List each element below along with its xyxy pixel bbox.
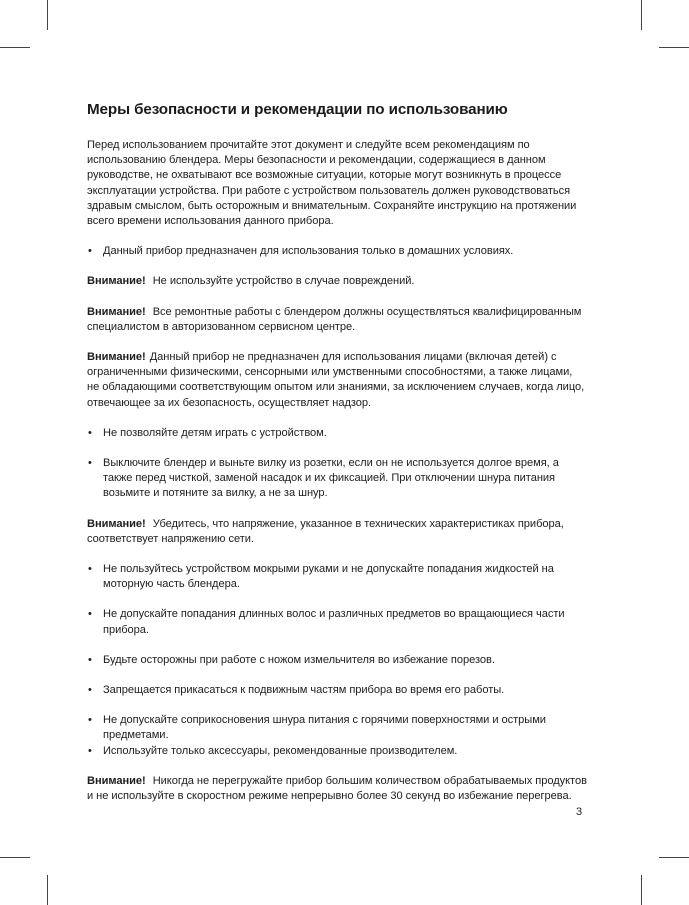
bullet-icon: • — [88, 744, 92, 757]
list-item-text: Данный прибор предназначен для использования только в домашних условиях. — [103, 245, 514, 258]
bullet-icon: • — [88, 563, 92, 576]
bullet-icon: • — [88, 714, 92, 727]
bullet-icon: • — [88, 608, 92, 621]
page-title: Меры безопасности и рекомендации по использованию — [87, 101, 508, 118]
warning-label: Внимание! — [87, 774, 146, 787]
warning-text: Не используйте устройство в случае повреждений. — [152, 275, 415, 288]
crop-mark — [641, 875, 642, 905]
list-item-text: Не допускайте соприкосновения шнура питания с горячими поверхностями и острыми предметами. — [103, 714, 546, 742]
list-item — [87, 607, 587, 637]
crop-mark — [659, 47, 689, 48]
bullet-icon: • — [88, 684, 92, 697]
warning-label: Внимание! — [87, 305, 146, 318]
warning-paragraph — [87, 274, 587, 289]
crop-mark — [641, 0, 642, 30]
list-item-text: Не позволяйте детям играть с устройством. — [103, 426, 327, 439]
list-item-text: Не допускайте попадания длинных волос и различных предметов во вращающиеся части прибора. — [103, 608, 565, 636]
crop-mark — [47, 875, 48, 905]
crop-mark — [659, 857, 689, 858]
warning-paragraph — [87, 305, 587, 335]
crop-mark — [47, 0, 48, 30]
page-number: 3 — [576, 806, 583, 818]
warning-label: Внимание! — [87, 517, 146, 530]
list-item-text: Будьте осторожны при работе с ножом измельчителя во избежание порезов. — [103, 653, 495, 666]
list-item — [87, 744, 587, 759]
list-item-text: Выключите блендер и выньте вилку из розетки, если он не используется долгое время, а также перед чисткой, заменой насадок и их фиксацией. При отключении шнура питания возьмите и потяните за вилку, а не за шнур. — [103, 457, 559, 500]
warning-label: Внимание! — [87, 351, 146, 364]
list-item — [87, 683, 587, 698]
bullet-icon: • — [88, 426, 92, 439]
list-item — [87, 653, 587, 668]
crop-mark — [0, 857, 30, 858]
warning-text: Все ремонтные работы с блендером должны осуществляться квалифицированным специалистом в авторизованном сервисном центре. — [87, 305, 582, 333]
crop-mark — [0, 47, 30, 48]
warning-label: Внимание! — [87, 275, 146, 288]
warning-text: Никогда не перегружайте прибор большим количеством обрабатываемых продуктов и не используйте в скоростном режиме непрерывно более 30 секунд во избежание перегрева. — [87, 774, 587, 803]
warning-text: Убедитесь, что напряжение, указанное в технических характеристиках прибора, соответствует напряжению сети. — [87, 517, 564, 545]
warning-text: Данный прибор не предназначен для использования лицами (включая детей) с ограниченными физическими, сенсорными или умственными способностями, а также лицами, не обладающими соответствующим опытом или знаниями, за исключением случаев, когда лицо, отвечающее за их безопасность, осуществляет надзор. — [87, 351, 585, 409]
list-item — [87, 456, 587, 502]
warning-paragraph — [87, 517, 587, 547]
bullet-icon: • — [88, 653, 92, 666]
list-item — [87, 713, 587, 743]
list-item — [87, 244, 587, 259]
list-item-text: Не пользуйтесь устройством мокрыми руками и не допускайте попадания жидкостей на моторную часть блендера. — [103, 563, 554, 591]
warning-paragraph — [87, 774, 587, 804]
document-page — [87, 100, 587, 819]
bullet-icon: • — [88, 457, 92, 470]
bullet-icon: • — [88, 245, 92, 258]
intro-paragraph: Перед использованием прочитайте этот документ и следуйте всем рекомендациям по использованию блендера. Меры безопасности и рекомендации, содержащиеся в данном руководстве, не охватывают все возможные ситуации, которые могут возникнуть в процессе эксплуатации устройства. При работе с устройством пользователь должен руководствоваться здравым смыслом, быть осторожным и внимательным. Сохраняйте инструкцию на протяжении всего времени использования данного прибора. — [87, 139, 577, 228]
list-item — [87, 562, 587, 592]
list-item-text: Запрещается прикасаться к подвижным частям прибора во время его работы. — [103, 684, 505, 697]
warning-paragraph — [87, 350, 587, 411]
list-item — [87, 426, 587, 441]
list-item-text: Используйте только аксессуары, рекомендованные производителем. — [103, 744, 458, 757]
